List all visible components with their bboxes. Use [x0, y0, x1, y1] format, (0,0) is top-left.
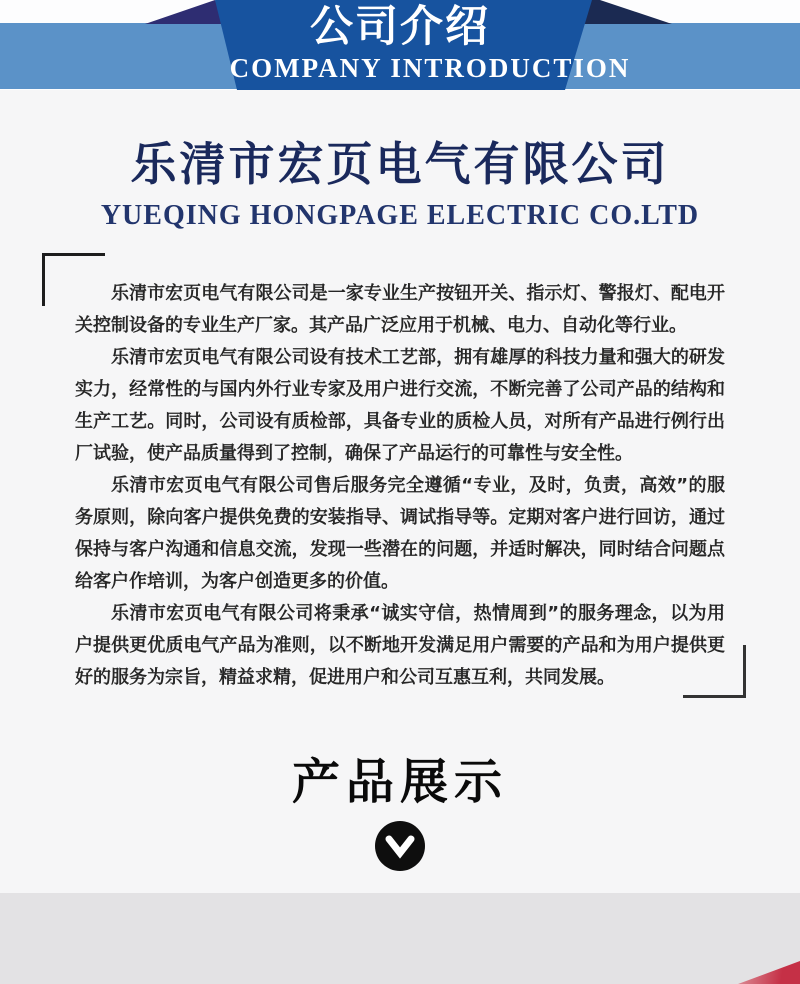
company-description [75, 278, 725, 694]
products-section [0, 756, 800, 872]
footer-band [0, 893, 800, 984]
banner-title-cn: 公司介绍 [310, 2, 490, 52]
company-name-section [0, 90, 800, 232]
about-paragraph-1: 乐清市宏页电气有限公司是一家专业生产按钮开关、指示灯、警报灯、配电开关控制设备的专业生产厂家。其产品广泛应用于机械、电力、自动化等行业。 [75, 283, 725, 336]
corner-bracket-top-left [42, 253, 105, 306]
products-section-title: 产品展示 [291, 754, 508, 810]
company-name-en: YUEQING HONGPAGE ELECTRIC CO.LTD [100, 200, 700, 231]
corner-bracket-bottom-right [683, 645, 746, 698]
about-paragraph-3: 乐清市宏页电气有限公司售后服务完全遵循“专业，及时，负责，高效”的服务原则，除向客户提供免费的安装指导、调试指导等。定期对客户进行回访，通过保持与客户沟通和信息交流，发现一些潜在的问题，并适时解决，同时结合问题点给客户作培训，为客户创造更多的价值。 [75, 475, 725, 592]
header-banner [0, 0, 800, 90]
banner-title-en: COMPANY INTRODUCTION [229, 53, 631, 83]
scroll-down-button[interactable] [374, 820, 426, 872]
about-paragraph-4: 乐清市宏页电气有限公司将秉承“诚实守信，热情周到”的服务理念，以为用户提供更优质电气产品为准则，以不断地开发满足用户需要的产品和为用户提供更好的服务为宗旨，精益求精，促进用户和公司互惠互利，共同发展。 [75, 603, 725, 688]
red-accent-wedge [738, 961, 800, 984]
chevron-down-icon [374, 820, 426, 872]
about-paragraph-2: 乐清市宏页电气有限公司设有技术工艺部，拥有雄厚的科技力量和强大的研发实力，经常性的与国内外行业专家及用户进行交流，不断完善了公司产品的结构和生产工艺。同时，公司设有质检部，具备专业的质检人员，对所有产品进行例行出厂试验，使产品质量得到了控制，确保了产品运行的可靠性与安全性。 [75, 347, 725, 464]
company-name-cn: 乐清市宏页电气有限公司 [130, 137, 670, 191]
